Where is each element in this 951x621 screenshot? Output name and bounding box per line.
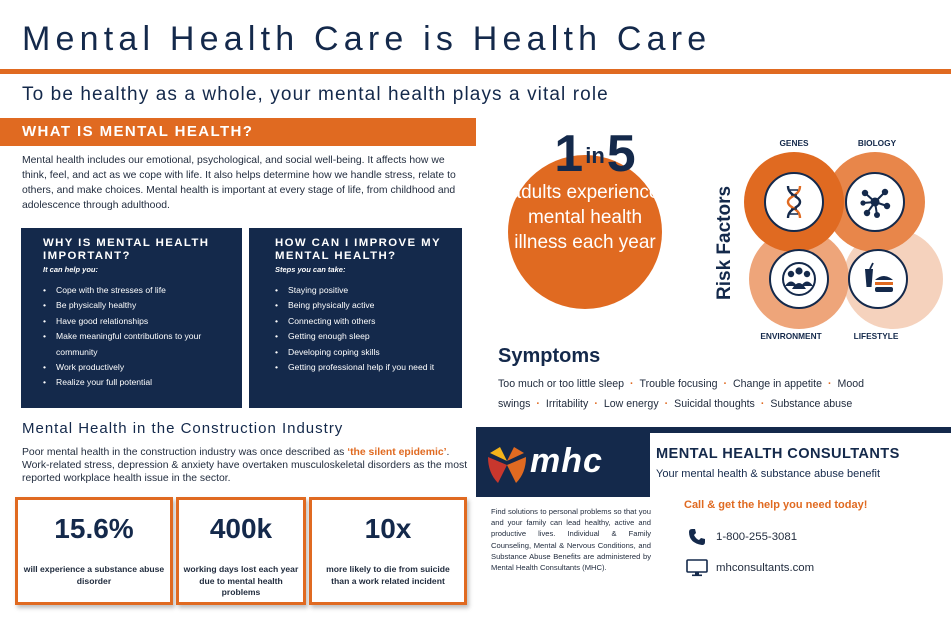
list-item: • Work productively bbox=[43, 360, 242, 375]
symptom-separator: · bbox=[723, 378, 728, 390]
symptom-item: Suicidal thoughts bbox=[674, 397, 755, 410]
improve-list bbox=[275, 283, 462, 375]
list-item: • Cope with the stresses of life bbox=[43, 283, 242, 298]
what-heading-bar bbox=[0, 118, 476, 146]
symptoms-list bbox=[498, 375, 928, 414]
what-heading: WHAT IS MENTAL HEALTH? bbox=[22, 123, 254, 140]
stat-value: 400k bbox=[209, 513, 273, 544]
list-item: • Developing coping skills bbox=[275, 345, 462, 360]
page-subtitle: To be healthy as a whole, your mental health plays a vital role bbox=[22, 84, 609, 105]
construction-text bbox=[22, 446, 468, 485]
symptom-separator: · bbox=[594, 397, 598, 410]
website-contact[interactable] bbox=[686, 559, 814, 577]
why-panel bbox=[21, 228, 242, 408]
ratio-in: in bbox=[585, 143, 605, 168]
symptom-item: Too much or too little sleep bbox=[498, 378, 625, 390]
phone-contact[interactable] bbox=[686, 528, 797, 546]
mhc-logo-text: mhc bbox=[530, 442, 603, 480]
ratio-heading bbox=[540, 124, 650, 184]
symptom-separator: · bbox=[630, 378, 634, 390]
why-hint: It can help you: bbox=[43, 265, 99, 274]
what-body: Mental health includes our emotional, psychological, and social well-being. It affects how we think, feel, and act as we cope with life. It also helps determine how we handle stress, relate to others, and make choices. Mental health is important at every stage of life, from childhood and adolescence through adulthood. bbox=[22, 155, 456, 211]
mhc-name: MENTAL HEALTH CONSULTANTS bbox=[656, 446, 900, 462]
ratio-text: adults experience mental health illness each year bbox=[510, 182, 660, 253]
molecule-icon bbox=[845, 172, 905, 232]
stat-label: more likely to die from suicide than a work related incident bbox=[326, 564, 450, 586]
ratio-one: 1 bbox=[554, 125, 584, 183]
why-heading: WHY IS MENTAL HEALTH IMPORTANT? bbox=[43, 237, 210, 262]
construction-title: Mental Health in the Construction Industry bbox=[22, 420, 344, 437]
risk-label-genes: GENES bbox=[779, 138, 809, 148]
symptom-separator: · bbox=[664, 397, 669, 410]
mhc-description: Find solutions to personal problems so that you and your family can lead healthy, active and productive lives. Individual & Family Counseling, Mental & Nervous Conditions, and Substance Abuse Benefits are administered by Mental Health Consultants (MHC). bbox=[491, 507, 651, 573]
stat-label: working days lost each year due to mental health problems bbox=[183, 564, 299, 597]
risk-factors-title: Risk Factors bbox=[714, 185, 735, 300]
symptom-item: Trouble focusing bbox=[639, 378, 718, 390]
stat-value: 10x bbox=[364, 513, 412, 544]
stat-card bbox=[176, 497, 306, 605]
list-item: • Getting professional help if you need it bbox=[275, 360, 462, 375]
list-item: • Connecting with others bbox=[275, 314, 462, 329]
improve-panel bbox=[249, 228, 462, 408]
stat-value: 15.6% bbox=[54, 513, 134, 544]
dna-icon bbox=[764, 172, 824, 232]
symptom-item: Low energy bbox=[603, 397, 659, 410]
improve-hint: Steps you can take: bbox=[275, 265, 346, 274]
title-divider bbox=[0, 69, 951, 74]
risk-label-environment: ENVIRONMENT bbox=[760, 331, 822, 341]
symptom-item: Mood swings bbox=[498, 378, 864, 410]
ratio-five: 5 bbox=[606, 125, 636, 183]
symptom-item: Irritability bbox=[545, 397, 589, 410]
symptom-separator: · bbox=[827, 378, 832, 390]
phone-icon bbox=[686, 528, 708, 546]
list-item: • Make meaningful contributions to your community bbox=[43, 329, 242, 360]
risk-label-biology: BIOLOGY bbox=[857, 138, 897, 148]
website-link[interactable]: mhconsultants.com bbox=[716, 562, 815, 574]
why-list bbox=[43, 283, 242, 391]
symptoms-title: Symptoms bbox=[498, 345, 601, 367]
list-item: • Staying positive bbox=[275, 283, 462, 298]
mhc-logo-mark-icon bbox=[486, 443, 528, 487]
stat-card bbox=[15, 497, 173, 605]
list-item: • Being physically active bbox=[275, 298, 462, 313]
risk-label-lifestyle: LIFESTYLE bbox=[853, 331, 899, 341]
page-title: Mental Health Care is Health Care bbox=[22, 20, 712, 58]
list-item: • Getting enough sleep bbox=[275, 329, 462, 344]
list-item: • Have good relationships bbox=[43, 314, 242, 329]
improve-heading: HOW CAN I IMPROVE MY MENTAL HEALTH? bbox=[275, 237, 441, 262]
phone-number[interactable]: 1-800-255-3081 bbox=[716, 531, 798, 543]
food-icon bbox=[848, 249, 908, 309]
construction-text-after: . Work-related stress, depression & anxiety have overtaken musculoskeletal disorders as the most reported workplace health issue in the sector. bbox=[22, 447, 468, 484]
list-item: • Realize your full potential bbox=[43, 375, 242, 390]
stat-label: will experience a substance abuse disorder bbox=[23, 564, 165, 586]
mhc-logo bbox=[476, 433, 650, 497]
construction-text-before: Poor mental health in the construction industry was once described as bbox=[22, 447, 348, 458]
list-item: • Be physically healthy bbox=[43, 298, 242, 313]
monitor-icon bbox=[686, 559, 708, 577]
symptom-item: Substance abuse bbox=[770, 397, 853, 410]
construction-highlight: ‘the silent epidemic’ bbox=[347, 447, 447, 458]
symptom-item: Change in appetite bbox=[733, 378, 822, 390]
symptom-separator: · bbox=[536, 397, 540, 410]
mhc-tagline: Your mental health & substance abuse benefit bbox=[656, 468, 881, 480]
stat-card bbox=[309, 497, 467, 605]
symptom-separator: · bbox=[760, 397, 765, 410]
mhc-call-to-action: Call & get the help you need today! bbox=[684, 499, 868, 511]
people-icon bbox=[769, 249, 829, 309]
